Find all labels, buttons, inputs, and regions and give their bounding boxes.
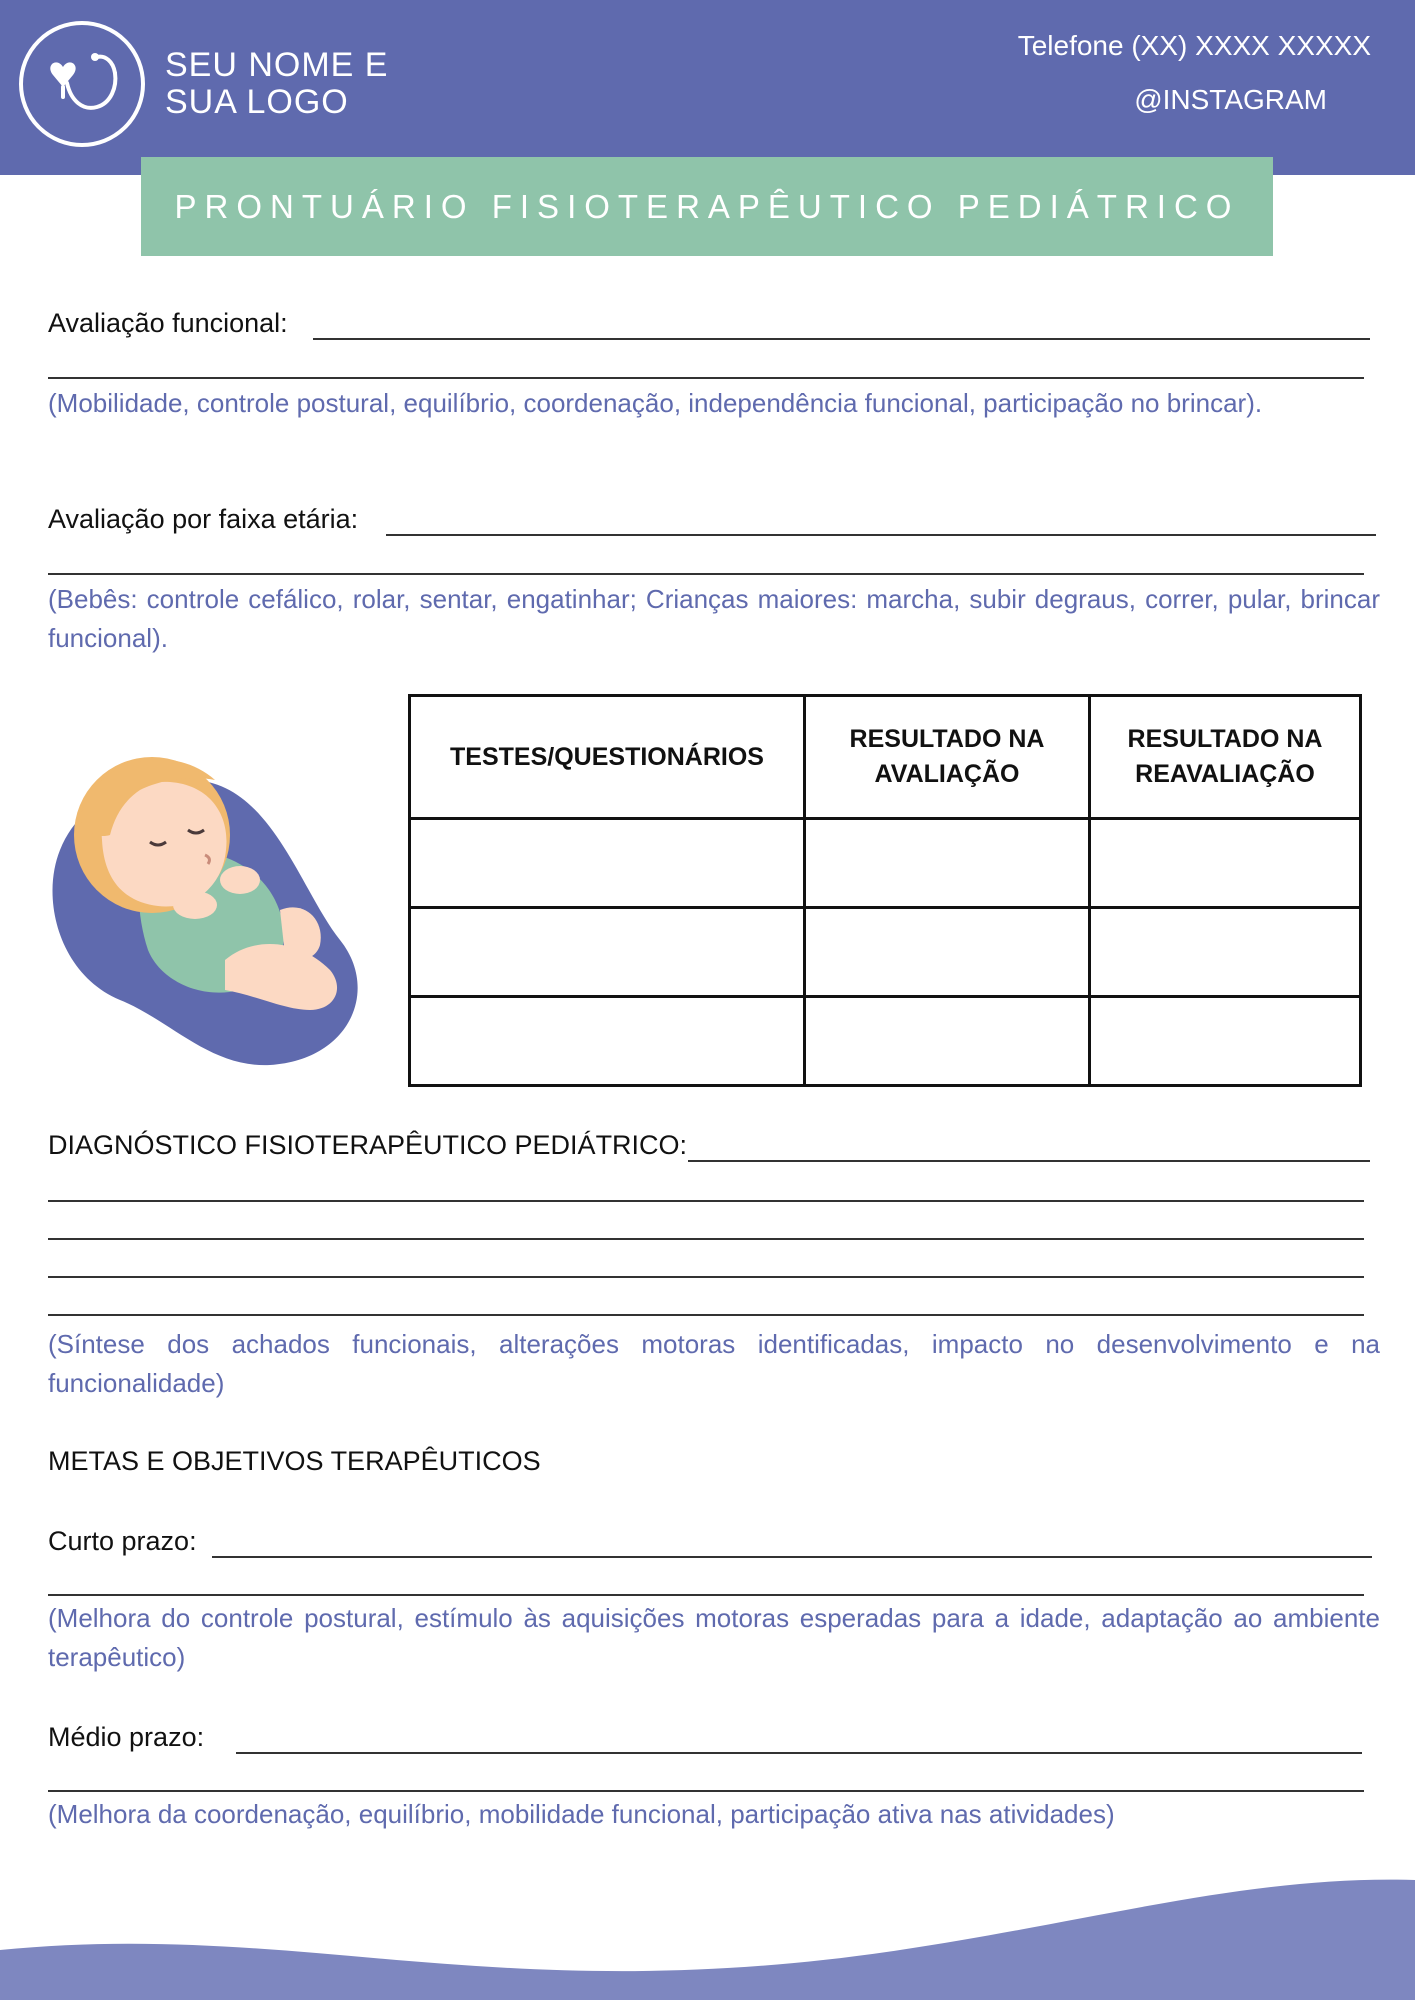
table-row [410, 997, 1361, 1086]
section-heading-metas: METAS E OBJETIVOS TERAPÊUTICOS [48, 1446, 541, 1476]
field-diagnostico[interactable] [48, 1130, 1380, 1161]
logo-text-line1: SEU NOME E [165, 46, 389, 84]
fill-line[interactable] [313, 338, 1370, 340]
document-title: PRONTUÁRIO FISIOTERAPÊUTICO PEDIÁTRICO [174, 188, 1240, 225]
document-title-bar [141, 157, 1273, 256]
table-row [410, 819, 1361, 908]
fill-line[interactable] [48, 1238, 1364, 1240]
header-banner [0, 0, 1415, 175]
field-avaliacao-faixa-etaria[interactable] [48, 504, 1380, 535]
field-hint: (Bebês: controle cefálico, rolar, sentar, engatinhar; Crianças maiores: marcha, subir degraus, correr, pular, brincar funcional). [48, 584, 1380, 653]
table-cell[interactable] [410, 819, 805, 908]
field-label: DIAGNÓSTICO FISIOTERAPÊUTICO PEDIÁTRICO: [48, 1130, 688, 1160]
table-cell[interactable] [805, 819, 1090, 908]
fill-line[interactable] [48, 1276, 1364, 1278]
field-label: Curto prazo: [48, 1526, 197, 1556]
col-header-line1: RESULTADO NA [1127, 725, 1323, 753]
table-cell[interactable] [1090, 997, 1361, 1086]
fill-line[interactable] [688, 1160, 1370, 1162]
fill-line[interactable] [48, 573, 1364, 575]
field-label: Avaliação por faixa etária: [48, 504, 359, 534]
field-label: Avaliação funcional: [48, 308, 288, 338]
fill-line[interactable] [386, 534, 1376, 536]
fill-line[interactable] [48, 1790, 1364, 1792]
field-medio-prazo[interactable] [48, 1722, 1380, 1753]
field-label: Médio prazo: [48, 1722, 205, 1752]
col-testes-questionarios: TESTES/QUESTIONÁRIOS [410, 696, 805, 819]
table-cell[interactable] [1090, 908, 1361, 997]
fill-line[interactable] [212, 1556, 1372, 1558]
table-cell[interactable] [805, 908, 1090, 997]
tests-table [408, 694, 1362, 1087]
field-hint: (Melhora da coordenação, equilíbrio, mobilidade funcional, participação ativa nas atividades) [48, 1799, 1115, 1829]
col-header-line2: AVALIAÇÃO [874, 760, 1020, 788]
table-cell[interactable] [1090, 819, 1361, 908]
heart-stethoscope-icon [23, 25, 141, 143]
phone-number: Telefone (XX) XXXX XXXXX [1017, 30, 1371, 61]
table-header-row [410, 696, 1361, 819]
table-row [410, 908, 1361, 997]
col-resultado-reavaliacao [1090, 696, 1361, 819]
logo-badge [19, 21, 145, 147]
fill-line[interactable] [48, 1200, 1364, 1202]
fill-line[interactable] [236, 1752, 1362, 1754]
col-header-line2: REAVALIAÇÃO [1135, 760, 1315, 788]
baby-illustration [40, 720, 380, 1070]
fill-line[interactable] [48, 1314, 1364, 1316]
field-hint: (Síntese dos achados funcionais, alterações motoras identificadas, impacto no desenvolvimento e na funcionalidade) [48, 1329, 1380, 1398]
footer-wave [0, 1860, 1415, 2000]
fill-line[interactable] [48, 377, 1364, 379]
field-hint: (Melhora do controle postural, estímulo às aquisições motoras esperadas para a idade, adaptação ao ambiente terapêutico) [48, 1603, 1380, 1672]
field-curto-prazo[interactable] [48, 1526, 1380, 1557]
fill-line[interactable] [48, 1594, 1364, 1596]
field-avaliacao-funcional[interactable] [48, 308, 1380, 339]
logo-text-line2: SUA LOGO [165, 83, 349, 121]
instagram-handle: @INSTAGRAM [1134, 84, 1327, 115]
logo-text [165, 47, 388, 121]
table-cell[interactable] [410, 997, 805, 1086]
field-hint: (Mobilidade, controle postural, equilíbrio, coordenação, independência funcional, participação no brincar). [48, 388, 1263, 418]
col-resultado-avaliacao [805, 696, 1090, 819]
col-header-line1: RESULTADO NA [849, 725, 1045, 753]
table-cell[interactable] [410, 908, 805, 997]
table-cell[interactable] [805, 997, 1090, 1086]
